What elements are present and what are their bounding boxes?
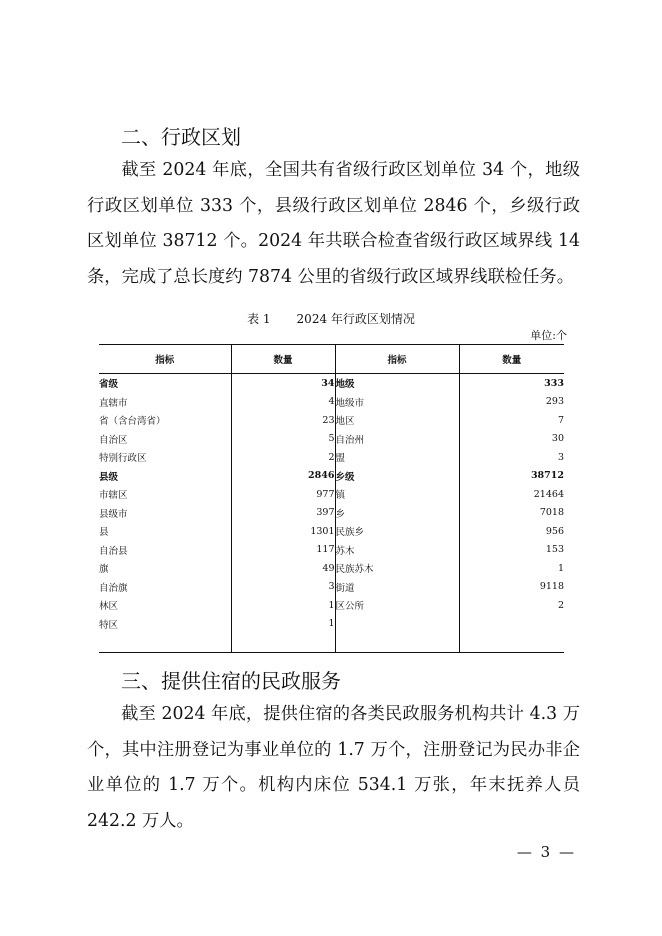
indicator-name-cell: 自治县 — [99, 541, 231, 560]
table-row — [99, 411, 564, 430]
indicator-name-cell: 特区 — [99, 615, 231, 634]
table-row — [99, 578, 564, 597]
count-cell: 977 — [231, 485, 335, 504]
count-cell: 1301 — [231, 522, 335, 541]
table-row — [99, 522, 564, 541]
indicator-name-cell — [335, 615, 459, 634]
indicator-name-cell: 盟 — [335, 448, 459, 467]
count-cell: 2 — [557, 599, 564, 611]
administrative-divisions-text: 截至 2024 年底，全国共有省级行政区划单位 34 个，地级行政区划单位 333 个，县级行政区划单位 2846 个，乡级行政区划单位 38712 个。2024 年共联合检查省级行政区域界线 14 条，完成了总长度约 7874 公里的省级行政区域界线联检任务。 — [87, 160, 580, 287]
administrative-divisions-table — [99, 344, 564, 653]
count-cell: 4 — [231, 393, 335, 412]
table-row — [99, 559, 564, 578]
count-cell: 23 — [231, 411, 335, 430]
padding-cell — [459, 633, 564, 652]
administrative-divisions-paragraph — [87, 153, 580, 295]
indicator-name-cell: 自治区 — [99, 430, 231, 449]
count-cell: 21464 — [533, 488, 564, 500]
indicator-name-cell: 县级市 — [99, 504, 231, 523]
table-row — [99, 467, 564, 486]
count-cell: 38712 — [530, 470, 564, 482]
header-count-left: 数量 — [231, 345, 335, 374]
indicator-name-cell: 民族苏木 — [335, 559, 459, 578]
category-name-cell: 地级 — [335, 374, 459, 393]
count-cell: 956 — [545, 525, 564, 537]
table-caption-label: 表 1 — [247, 312, 271, 326]
count-cell: 49 — [231, 559, 335, 578]
indicator-name-cell: 旗 — [99, 559, 231, 578]
count-cell: 2846 — [231, 467, 335, 486]
table-row — [99, 430, 564, 449]
count-cell — [459, 615, 564, 634]
table-row — [99, 485, 564, 504]
category-name-cell: 县级 — [99, 467, 231, 486]
padding-cell — [231, 633, 335, 652]
count-cell: 1 — [231, 615, 335, 634]
indicator-name-cell: 自治旗 — [99, 578, 231, 597]
indicator-name-cell: 区公所 — [335, 596, 459, 615]
residential-services-paragraph — [87, 697, 580, 839]
table-row — [99, 374, 564, 393]
indicator-name-cell: 街道 — [335, 578, 459, 597]
count-cell: 117 — [231, 541, 335, 560]
count-cell: 34 — [231, 374, 335, 393]
padding-cell — [99, 633, 231, 652]
table-row — [99, 541, 564, 560]
indicator-name-cell: 自治州 — [335, 430, 459, 449]
category-name-cell: 乡级 — [335, 467, 459, 486]
table-row — [99, 504, 564, 523]
table-row — [99, 615, 564, 634]
header-indicator-left: 指标 — [99, 345, 231, 374]
table-row — [99, 393, 564, 412]
indicator-name-cell: 乡 — [335, 504, 459, 523]
indicator-name-cell: 林区 — [99, 596, 231, 615]
page-number: — 3 — — [516, 843, 576, 861]
padding-cell — [335, 633, 459, 652]
section-heading-administrative-divisions: 二、行政区划 — [121, 125, 241, 149]
count-cell: 1 — [231, 596, 335, 615]
indicator-name-cell: 民族乡 — [335, 522, 459, 541]
indicator-name-cell: 苏木 — [335, 541, 459, 560]
count-cell: 9118 — [539, 581, 564, 593]
indicator-name-cell: 直辖市 — [99, 393, 231, 412]
count-cell: 7018 — [539, 507, 564, 519]
count-cell: 153 — [545, 544, 564, 556]
indicator-name-cell: 市辖区 — [99, 485, 231, 504]
table-bottom-padding — [99, 633, 564, 652]
table-caption-title: 2024 年行政区划情况 — [296, 312, 415, 326]
indicator-name-cell: 县 — [99, 522, 231, 541]
count-cell: 293 — [545, 396, 564, 408]
count-cell: 397 — [231, 504, 335, 523]
indicator-name-cell: 省（含台湾省） — [99, 411, 231, 430]
table-caption — [0, 312, 662, 326]
count-cell: 333 — [544, 377, 564, 389]
table-body — [99, 374, 564, 653]
section-heading-residential-services: 三、提供住宿的民政服务 — [121, 669, 341, 693]
indicator-name-cell: 地级市 — [335, 393, 459, 412]
table-header-row — [99, 345, 564, 374]
count-cell: 1 — [557, 562, 564, 574]
residential-services-text: 截至 2024 年底，提供住宿的各类民政服务机构共计 4.3 万个，其中注册登记为事业单位的 1.7 万个，注册登记为民办非企业单位的 1.7 万个。机构内床位 534.1 万张，年末抚养人员 242.2 万人。 — [87, 704, 580, 831]
count-cell: 3 — [557, 451, 564, 463]
count-cell: 5 — [231, 430, 335, 449]
count-cell: 30 — [551, 433, 564, 445]
header-indicator-right: 指标 — [335, 345, 459, 374]
indicator-name-cell: 镇 — [335, 485, 459, 504]
table-unit: 单位:个 — [530, 329, 567, 342]
category-name-cell: 省级 — [99, 374, 231, 393]
count-cell: 2 — [231, 448, 335, 467]
header-count-right: 数量 — [459, 345, 564, 374]
indicator-name-cell: 特别行政区 — [99, 448, 231, 467]
count-cell: 3 — [231, 578, 335, 597]
table-row — [99, 448, 564, 467]
count-cell: 7 — [557, 414, 564, 426]
table-row — [99, 596, 564, 615]
indicator-name-cell: 地区 — [335, 411, 459, 430]
